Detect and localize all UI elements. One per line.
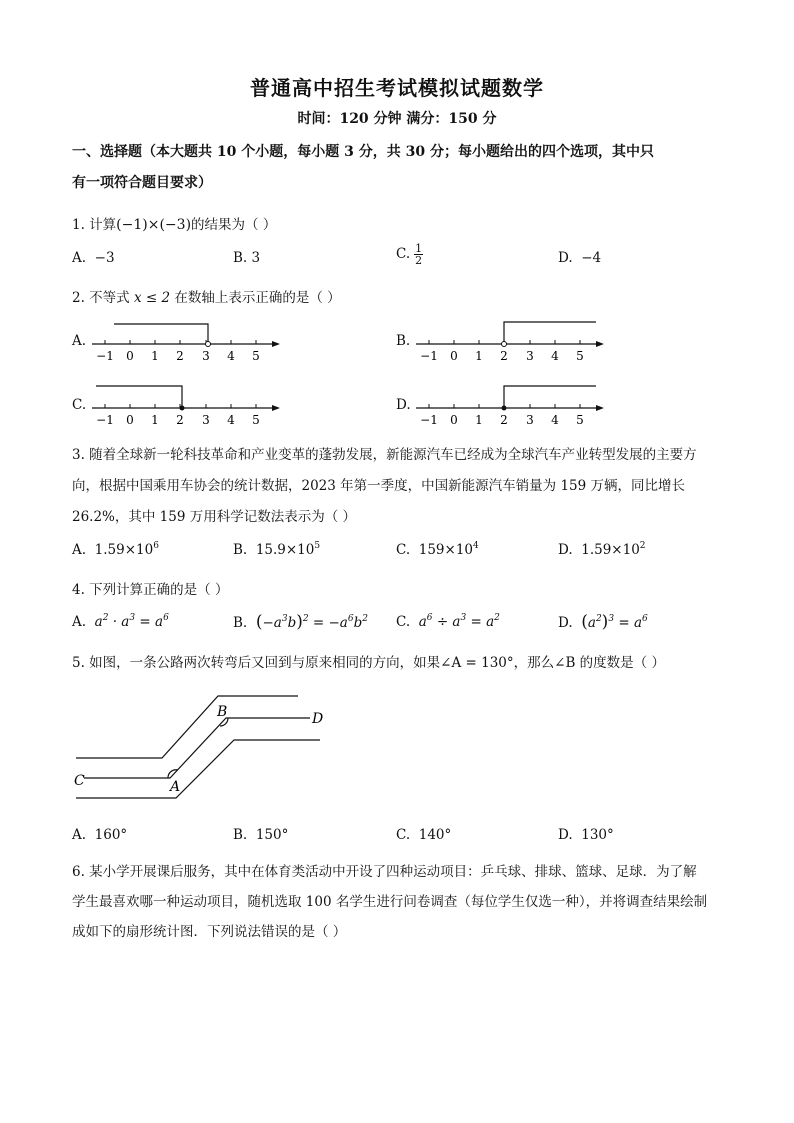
number-line-b	[412, 316, 612, 364]
q5-stem: 5. 如图，一条公路两次转弯后又回到与原来相同的方向，如果∠A = 130°，那么∠B 的度数是（ ）	[72, 655, 665, 671]
q2-option-c-label[interactable]: C.	[72, 397, 87, 413]
svg-text:4: 4	[551, 413, 559, 427]
solution-bracket	[504, 322, 596, 342]
tick-label: 5	[252, 349, 260, 363]
point-b-label: B	[217, 704, 228, 720]
point-d-label: D	[312, 711, 324, 727]
svg-text:5: 5	[576, 413, 584, 427]
svg-text:2: 2	[500, 413, 508, 427]
svg-text:0: 0	[450, 349, 458, 363]
number-line-c	[88, 380, 288, 428]
solution-bracket	[96, 386, 182, 406]
number-line-d	[412, 380, 612, 428]
q4-stem: 4. 下列计算正确的是（ ）	[72, 582, 229, 598]
closed-dot	[180, 406, 185, 411]
q1-expression: (−1)×(−3)	[116, 217, 192, 233]
tick-marks	[105, 340, 256, 344]
q4-option-b[interactable]: B. $(-a^3b)^2 = -a^6b^2$	[233, 612, 368, 632]
tick-label: 1	[151, 349, 159, 363]
point-c-label: C	[74, 773, 85, 789]
point-a-label: A	[170, 779, 181, 795]
q5-option-c[interactable]: C. 140°	[396, 827, 452, 843]
section-heading-line1: 一、选择题（本大题共 10 个小题，每小题 3 分，共 30 分；每小题给出的四个选项，其中只	[72, 144, 654, 160]
q1-fraction: $\frac{1}{2}$	[415, 242, 423, 267]
tick-label: 0	[126, 349, 134, 363]
q6-stem-line2: 学生最喜欢哪一种运动项目，随机选取 100 名学生进行问卷调查（每位学生仅选一种），并将调查结果绘制	[72, 894, 708, 910]
q5-option-b[interactable]: B. 150°	[233, 827, 289, 843]
svg-text:3: 3	[202, 413, 210, 427]
tick-label: 4	[227, 349, 235, 363]
q1-stem	[72, 213, 276, 233]
tick-label: 2	[176, 349, 184, 363]
page-title: 普通高中招生考试模拟试题数学	[250, 76, 544, 100]
q2-stem: 2. 不等式 x ≤ 2 在数轴上表示正确的是（ ）	[72, 290, 341, 306]
center-line-cad	[84, 718, 310, 778]
q6-stem-line1: 6. 某小学开展课后服务，其中在体育类活动中开设了四种运动项目：乒乓球、排球、篮球、足球．为了解	[72, 864, 697, 880]
q4-option-a[interactable]: A. $a^2 \cdot a^3 = a^6$	[72, 613, 169, 630]
svg-text:−1: −1	[420, 349, 438, 363]
q1-option-d[interactable]: D. −4	[558, 250, 602, 266]
q1-option-a[interactable]: A. −3	[72, 250, 115, 266]
section-heading-line2: 有一项符合题目要求）	[72, 175, 212, 191]
solution-bracket	[504, 386, 596, 406]
q3-stem-line3: 26.2%，其中 159 万用科学记数法表示为（ ）	[72, 509, 357, 525]
q2-inequality: x ≤ 2	[133, 290, 171, 306]
svg-text:3: 3	[526, 413, 534, 427]
q3-option-a[interactable]: A. $1.59\times 10^6$	[72, 541, 159, 558]
svg-text:−1: −1	[96, 413, 114, 427]
q2-option-b-label[interactable]: B.	[396, 333, 411, 349]
svg-text:2: 2	[500, 349, 508, 363]
q3-option-b[interactable]: B. $15.9\times 10^5$	[233, 541, 321, 558]
q5-option-d[interactable]: D. 130°	[558, 827, 614, 843]
tick-label: 3	[202, 349, 210, 363]
q4-option-d[interactable]: D. $(a^2)^3 = a^6$	[558, 612, 648, 632]
q2-option-d-label[interactable]: D.	[396, 397, 411, 413]
svg-text:5: 5	[252, 413, 260, 427]
q5-option-a[interactable]: A. 160°	[72, 827, 128, 843]
svg-text:1: 1	[151, 413, 159, 427]
exam-info: 时间：120 分钟 满分：150 分	[297, 111, 497, 127]
svg-text:−1: −1	[420, 413, 438, 427]
solution-bracket	[114, 324, 208, 342]
svg-text:4: 4	[551, 349, 559, 363]
svg-text:1: 1	[475, 413, 483, 427]
q3-stem-line1: 3. 随着全球新一轮科技革命和产业变革的蓬勃发展，新能源汽车已经成为全球汽车产业转型发展的主要方	[72, 447, 697, 463]
number-line-a	[88, 316, 288, 364]
svg-text:0: 0	[126, 413, 134, 427]
closed-dot	[502, 406, 507, 411]
q1-option-b[interactable]: B. 3	[233, 250, 261, 266]
road-diagram	[66, 690, 346, 810]
tick-label: −1	[96, 349, 114, 363]
q1-option-c[interactable]: C. $\frac{1}{2}$	[396, 242, 423, 267]
q6-stem-line3: 成如下的扇形统计图．下列说法错误的是（ ）	[72, 924, 347, 940]
svg-text:1: 1	[475, 349, 483, 363]
svg-text:0: 0	[450, 413, 458, 427]
q1-prefix: 1. 计算	[72, 217, 117, 233]
open-dot	[206, 342, 211, 347]
svg-text:3: 3	[526, 349, 534, 363]
road-edge-top	[76, 696, 298, 758]
q3-stem-line2: 向，根据中国乘用车协会的统计数据，2023 年第一季度，中国新能源汽车销量为 159 万辆，同比增长	[72, 478, 685, 494]
svg-text:2: 2	[176, 413, 184, 427]
q2-option-a-label[interactable]: A.	[72, 333, 87, 349]
svg-text:4: 4	[227, 413, 235, 427]
q3-option-d[interactable]: D. $1.59\times 10^2$	[558, 541, 646, 558]
q3-option-c[interactable]: C. $159\times 10^4$	[396, 541, 479, 558]
svg-text:5: 5	[576, 349, 584, 363]
open-dot	[502, 342, 507, 347]
q4-option-c[interactable]: C. $a^6 \div a^3 = a^2$	[396, 613, 500, 630]
q1-suffix: 的结果为（ ）	[191, 217, 277, 233]
